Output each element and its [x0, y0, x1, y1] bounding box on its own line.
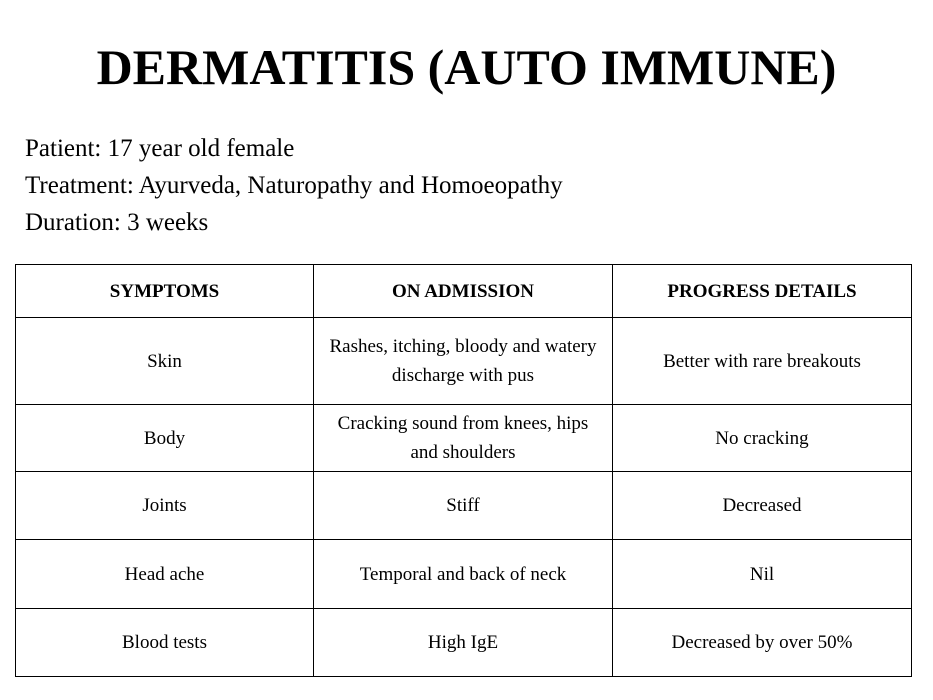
table-header-row	[16, 265, 912, 318]
progress-cell: Better with rare breakouts	[613, 318, 912, 405]
page-title: DERMATITIS (AUTO IMMUNE)	[96, 39, 837, 95]
progress-cell: Decreased by over 50%	[613, 609, 912, 677]
table-row	[16, 540, 912, 609]
symptom-cell: Skin	[16, 318, 314, 405]
admission-cell: Stiff	[314, 472, 613, 540]
progress-cell: Decreased	[613, 472, 912, 540]
table-row	[16, 405, 912, 472]
table-row	[16, 318, 912, 405]
header-on-admission: ON ADMISSION	[314, 265, 613, 318]
header-symptoms: SYMPTOMS	[16, 265, 314, 318]
progress-cell: Nil	[613, 540, 912, 609]
symptom-cell: Body	[16, 405, 314, 472]
duration-line: Duration: 3 weeks	[25, 209, 209, 236]
symptom-cell: Joints	[16, 472, 314, 540]
table-row	[16, 609, 912, 677]
table-row	[16, 472, 912, 540]
admission-cell: Rashes, itching, bloody and watery discharge with pus	[314, 318, 613, 405]
admission-cell: Cracking sound from knees, hips and shoulders	[314, 405, 613, 472]
symptom-cell: Head ache	[16, 540, 314, 609]
progress-cell: No cracking	[613, 405, 912, 472]
patient-line: Patient: 17 year old female	[25, 135, 295, 162]
treatment-line: Treatment: Ayurveda, Naturopathy and Homoeopathy	[25, 172, 563, 199]
admission-cell: Temporal and back of neck	[314, 540, 613, 609]
symptom-cell: Blood tests	[16, 609, 314, 677]
header-progress-details: PROGRESS DETAILS	[613, 265, 912, 318]
admission-cell: High IgE	[314, 609, 613, 677]
symptoms-table	[15, 264, 912, 677]
patient-info	[25, 130, 563, 241]
